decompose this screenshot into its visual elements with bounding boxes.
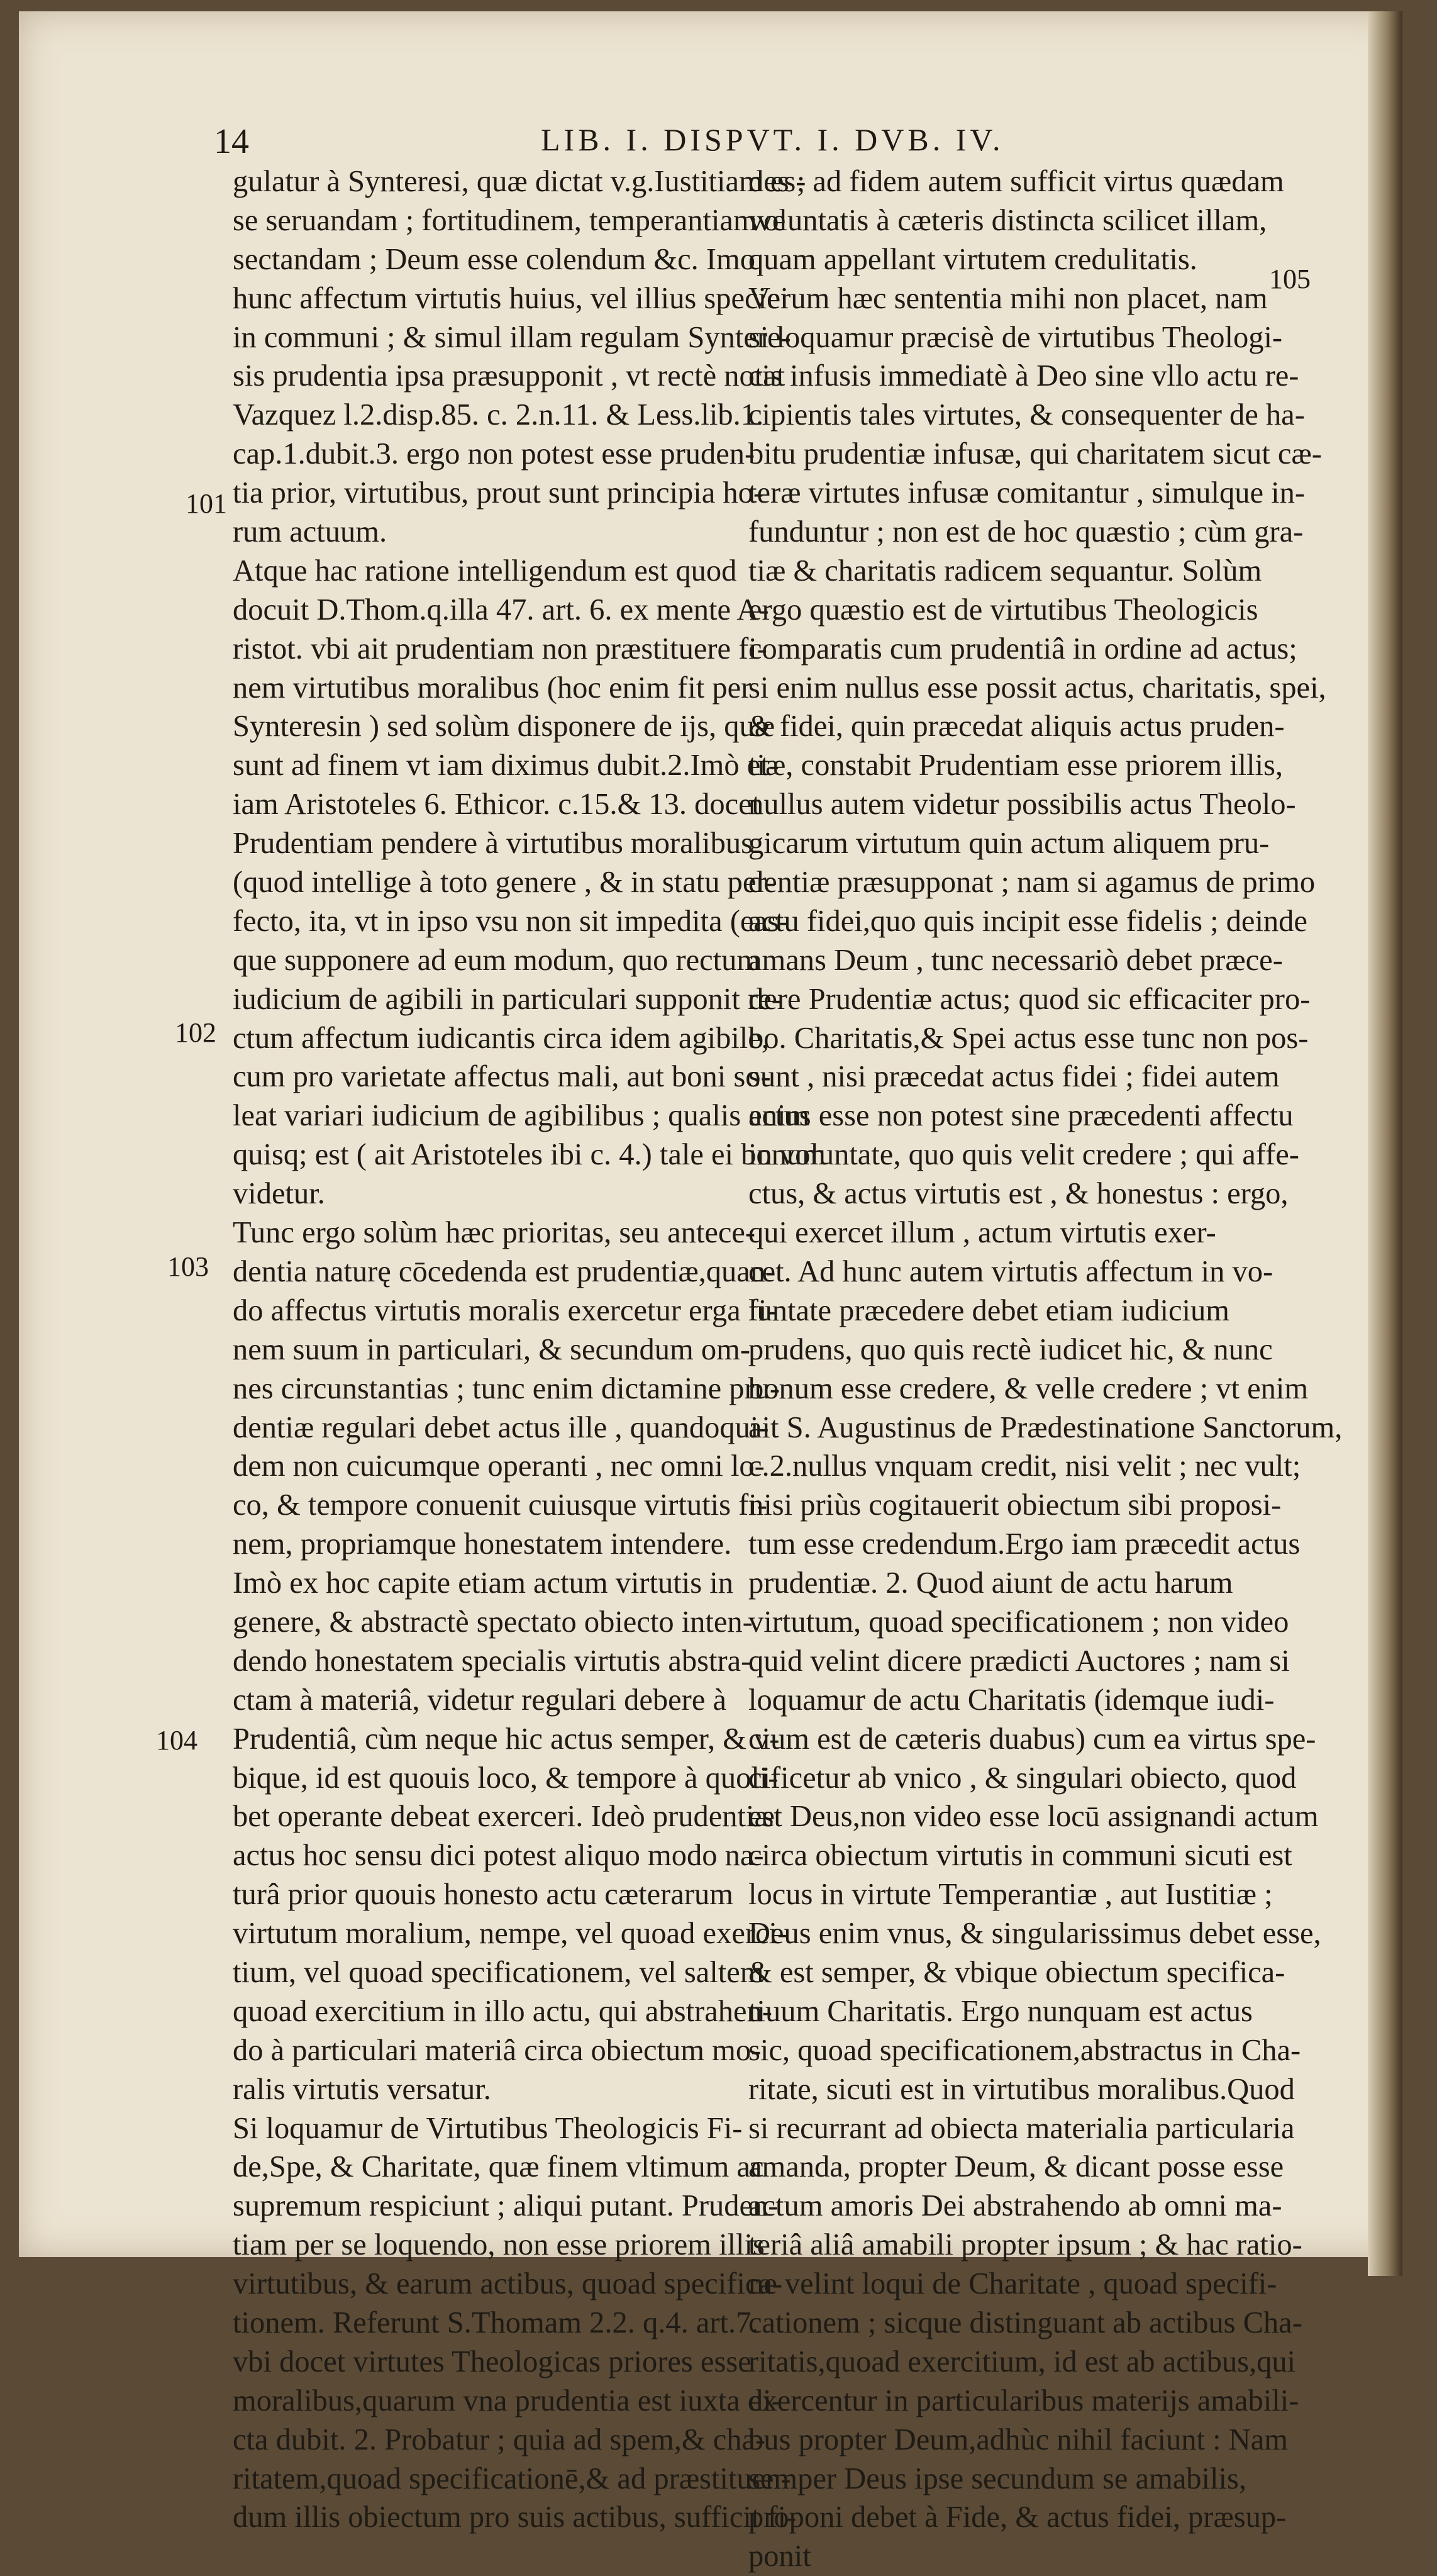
- text-line: ritate, sicuti est in virtutibus moralibus.Quod: [748, 2072, 1295, 2106]
- text-line: nes circunstantias ; tunc enim dictamine pru-: [233, 1371, 780, 1405]
- text-line: tionem. Referunt S.Thomam 2.2. q.4. art.7.: [233, 2306, 759, 2339]
- text-line: comparatis cum prudentiâ in ordine ad actus;: [748, 632, 1297, 666]
- text-line: tiam per se loquendo, non esse priorem illis: [233, 2228, 765, 2262]
- text-line: nullus autem videtur possibilis actus Theolo-: [748, 788, 1296, 822]
- text-line: actum amoris Dei abstrahendo ab omni ma-: [748, 2189, 1282, 2223]
- text-line: sectandam ; Deum esse colendum &c. Imo: [233, 242, 755, 276]
- text-line: si enim nullus esse possit actus, charitatis, spei,: [748, 671, 1326, 705]
- margin-number-103: 103: [167, 1251, 209, 1282]
- text-line: & est semper, & vbique obiectum specifica-: [748, 1955, 1285, 1989]
- text-line: des ; ad fidem autem sufficit virtus quædam: [748, 165, 1284, 198]
- text-line: do affectus virtutis moralis exercetur erga fi-: [233, 1293, 777, 1327]
- text-line: dem non cuicumque operanti , nec omni lo-: [233, 1449, 765, 1483]
- text-line: Deus enim vnus, & singularissimus debet esse,: [748, 1917, 1321, 1951]
- text-line: funduntur ; non est de hoc quæstio ; cùm gra-: [748, 515, 1304, 549]
- text-line: cum pro varietate affectus mali, aut boni so-: [233, 1060, 771, 1094]
- text-line: amanda, propter Deum, & dicant posse esse: [748, 2150, 1284, 2184]
- text-line: rum actuum.: [233, 515, 387, 549]
- text-line: teræ virtutes infusæ comitantur , simulque in-: [748, 476, 1306, 510]
- margin-number-102: 102: [175, 1017, 216, 1048]
- text-line: est Deus,non video esse locū assignandi actum: [748, 1800, 1319, 1834]
- text-line: quoad exercitium in illo actu, qui abstrahen-: [233, 1994, 772, 2028]
- margin-number-104: 104: [156, 1725, 197, 1756]
- text-line: ne velint loqui de Charitate , quoad specifi-: [748, 2267, 1277, 2301]
- text-line: bet operante debeat exerceri. Ideò prudentiæ: [233, 1800, 775, 1834]
- text-line: cet. Ad hunc autem virtutis affectum in vo-: [748, 1254, 1273, 1288]
- text-line: dentiæ præsupponat ; nam si agamus de primo: [748, 866, 1316, 900]
- text-line: bus propter Deum,adhùc nihil faciunt : Nam: [748, 2423, 1288, 2456]
- text-line: prudentiæ. 2. Quod aiunt de actu harum: [748, 1566, 1233, 1600]
- text-line: virtutum, quoad specificationem ; non video: [748, 1605, 1289, 1639]
- text-line: Si loquamur de Virtutibus Theologicis Fi-: [233, 2111, 743, 2145]
- text-line: hunc affectum virtutis huius, vel illius speciei: [233, 281, 789, 315]
- text-line: iudicium de agibili in particulari supponit re-: [233, 982, 782, 1016]
- text-line: Verum hæc sententia mihi non placet, nam: [748, 281, 1268, 315]
- text-line: actus esse non potest sine præcedenti affectu: [748, 1099, 1294, 1133]
- text-line: de,Spe, & Charitate, quæ finem vltimum ac: [233, 2150, 764, 2184]
- text-line: iam Aristoteles 6. Ethicor. c.15.& 13. docet: [233, 788, 761, 822]
- text-line: ctus, & actus virtutis est , & honestus : ergo,: [748, 1177, 1289, 1211]
- text-line: cta dubit. 2. Probatur ; quia ad spem,& cha-: [233, 2423, 766, 2456]
- margin-number-105: 105: [1269, 264, 1311, 294]
- text-line: qui exercet illum , actum virtutis exer-: [748, 1216, 1216, 1250]
- text-line: sis prudentia ipsa præsupponit , vt rectè notat: [233, 359, 785, 393]
- text-line: & fidei, quin præcedat aliquis actus pruden-: [748, 710, 1285, 744]
- text-line: fecto, ita, vt in ipso vsu non sit impedita (eas-: [233, 904, 789, 938]
- text-line: tum esse credendum.Ergo iam præcedit actus: [748, 1527, 1301, 1561]
- text-line: ctam à materiâ, videtur regulari debere à: [233, 1683, 726, 1717]
- text-line: nem suum in particulari, & secundum om-: [233, 1332, 750, 1366]
- text-line: gulatur à Synteresi, quæ dictat v.g.Iustitiam es-: [233, 165, 806, 198]
- text-line: nem, propriamque honestatem intendere.: [233, 1527, 732, 1561]
- text-line: c.2.nullus vnquam credit, nisi velit ; nec vult;: [748, 1449, 1301, 1483]
- text-line: loquamur de actu Charitatis (idemque iudi-: [748, 1683, 1275, 1717]
- text-line: ponit: [748, 2540, 811, 2573]
- text-line: virtutibus, & earum actibus, quoad specifica-: [233, 2267, 783, 2301]
- text-line: quid velint dicere prædicti Auctores ; nam si: [748, 1644, 1290, 1678]
- book-spine: [1368, 11, 1402, 2276]
- text-line: videtur.: [233, 1177, 325, 1211]
- text-line: actus hoc sensu dici potest aliquo modo na-: [233, 1839, 764, 1873]
- text-line: teriâ aliâ amabili propter ipsum ; & hac ratio-: [748, 2228, 1302, 2262]
- text-line: si loquamur præcisè de virtutibus Theologi-: [748, 320, 1283, 354]
- text-line: ralis virtutis versatur.: [233, 2072, 491, 2106]
- text-line: actu fidei,quo quis incipit esse fidelis ; deinde: [748, 904, 1307, 938]
- text-line: dendo honestatem specialis virtutis abstra-: [233, 1644, 752, 1678]
- text-line: tiæ, constabit Prudentiam esse priorem illis,: [748, 749, 1283, 783]
- text-line: se seruandam ; fortitudinem, temperantiamve: [233, 203, 786, 237]
- running-head: LIB. I. DISPVT. I. DVB. IV.: [541, 122, 1004, 157]
- text-line: moralibus,quarum vna prudentia est iuxta di-: [233, 2384, 782, 2417]
- margin-number-101: 101: [186, 488, 227, 519]
- text-line: docuit D.Thom.q.illa 47. art. 6. ex mente A-: [233, 593, 769, 627]
- text-line: luntate præcedere debet etiam iudicium: [748, 1293, 1229, 1327]
- text-line: dum illis obiectum pro suis actibus, sufficit fi-: [233, 2501, 797, 2534]
- text-line: dentiæ regulari debet actus ille , quandoqui-: [233, 1410, 769, 1444]
- text-line: cipientis tales virtutes, & consequenter de ha-: [748, 398, 1305, 432]
- text-line: circa obiectum virtutis in communi sicuti est: [748, 1839, 1292, 1873]
- text-line: cis infusis immediatè à Deo sine vllo actu re-: [748, 359, 1299, 393]
- text-line: Atque hac ratione intelligendum est quod: [233, 554, 737, 588]
- text-line: in communi ; & simul illam regulam Syntere-: [233, 320, 791, 354]
- book-page: [19, 11, 1402, 2573]
- text-line: Synteresin ) sed solùm disponere de ijs, quæ: [233, 710, 775, 744]
- text-line: ristot. vbi ait prudentiam non præstituere fi-: [233, 632, 767, 666]
- text-line: dere Prudentiæ actus; quod sic efficaciter pro-: [748, 982, 1311, 1016]
- text-line: vbi docet virtutes Theologicas priores esse: [233, 2345, 752, 2378]
- text-line: genere, & abstractè spectato obiecto inten-: [233, 1605, 753, 1639]
- text-line: tiæ & charitatis radicem sequantur. Solùm: [748, 554, 1262, 588]
- text-line: proponi debet à Fide, & actus fidei, præsup-: [748, 2501, 1287, 2534]
- text-line: nem virtutibus moralibus (hoc enim fit per: [233, 671, 752, 705]
- text-line: bonum esse credere, & velle credere ; vt enim: [748, 1371, 1309, 1405]
- text-line: quisq; est ( ait Aristoteles ibi c. 4.) tale ei bonum: [233, 1138, 826, 1172]
- text-line: Vazquez l.2.disp.85. c. 2.n.11. & Less.lib.1.: [233, 398, 764, 432]
- text-line: supremum respiciunt ; aliqui putant. Pruden-: [233, 2189, 779, 2223]
- text-line: ritatem,quoad specificationē,& ad præstituen-: [233, 2462, 791, 2495]
- text-line: do à particulari materiâ circa obiectum mo-: [233, 2033, 762, 2067]
- text-line: voluntatis à cæteris distincta scilicet illam,: [748, 203, 1267, 237]
- text-line: bo. Charitatis,& Spei actus esse tunc non pos-: [748, 1021, 1309, 1055]
- text-line: si recurrant ad obiecta materialia particularia: [748, 2111, 1295, 2145]
- text-line: Prudentiâ, cùm neque hic actus semper, & v-: [233, 1722, 780, 1756]
- text-line: semper Deus ipse secundum se amabilis,: [748, 2462, 1246, 2495]
- text-line: locus in virtute Temperantiæ , aut Iustitiæ ;: [748, 1878, 1273, 1912]
- text-line: sunt ad finem vt iam diximus dubit.2.Imò et-: [233, 749, 779, 783]
- text-line: que supponere ad eum modum, quo rectum: [233, 943, 761, 977]
- text-line: amans Deum , tunc necessariò debet præce-: [748, 943, 1283, 977]
- text-line: exercentur in particularibus materijs amabili-: [748, 2384, 1299, 2417]
- text-line: dentia naturę cōcedenda est prudentiæ,quan-: [233, 1254, 776, 1288]
- text-line: ergo quæstio est de virtutibus Theologicis: [748, 593, 1258, 627]
- text-line: Imò ex hoc capite etiam actum virtutis in: [233, 1566, 733, 1600]
- text-line: cificetur ab vnico , & singulari obiecto, quod: [748, 1761, 1297, 1795]
- text-line: co, & tempore conuenit cuiusque virtutis fi-: [233, 1488, 767, 1522]
- text-line: tia prior, virtutibus, prout sunt principia ho-: [233, 476, 763, 510]
- text-line: bique, id est quouis loco, & tempore à quoli-: [233, 1761, 779, 1795]
- text-line: sunt , nisi præcedat actus fidei ; fidei autem: [748, 1060, 1280, 1094]
- text-line: tiuum Charitatis. Ergo nunquam est actus: [748, 1994, 1253, 2028]
- text-line: ctum affectum iudicantis circa idem agibile,: [233, 1021, 769, 1055]
- text-line: cium est de cæteris duabus) cum ea virtus spe-: [748, 1722, 1316, 1756]
- text-line: in voluntate, quo quis velit credere ; qui affe-: [748, 1138, 1299, 1172]
- left-text-column: [233, 162, 826, 2537]
- text-line: virtutum moralium, nempe, vel quoad exerci-: [233, 1917, 788, 1951]
- text-line: ait S. Augustinus de Prædestinatione Sanctorum,: [748, 1410, 1343, 1444]
- text-line: cationem ; sicque distinguant ab actibus Cha-: [748, 2306, 1302, 2339]
- page-number: 14: [214, 122, 249, 161]
- text-line: turâ prior quouis honesto actu cæterarum: [233, 1878, 733, 1912]
- text-line: tium, vel quoad specificationem, vel saltem: [233, 1955, 764, 1989]
- text-line: (quod intellige à toto genere , & in statu per-: [233, 866, 776, 900]
- text-line: cap.1.dubit.3. ergo non potest esse pruden-: [233, 437, 755, 471]
- text-line: sic, quoad specificationem,abstractus in Cha-: [748, 2033, 1301, 2067]
- text-line: Tunc ergo solùm hæc prioritas, seu antece-: [233, 1216, 756, 1250]
- text-line: Prudentiam pendere à virtutibus moralibus: [233, 827, 753, 861]
- text-line: quam appellant virtutem credulitatis.: [748, 242, 1197, 276]
- text-line: ritatis,quoad exercitium, id est ab actibus,qui: [748, 2345, 1296, 2378]
- text-line: prudens, quo quis rectè iudicet hic, & nunc: [748, 1332, 1273, 1366]
- text-line: leat variari iudicium de agibilibus ; qualis enim: [233, 1099, 810, 1133]
- text-line: gicarum virtutum quin actum aliquem pru-: [748, 827, 1270, 861]
- text-line: nisi priùs cogitauerit obiectum sibi proposi-: [748, 1488, 1282, 1522]
- text-line: bitu prudentiæ infusæ, qui charitatem sicut cæ-: [748, 437, 1322, 471]
